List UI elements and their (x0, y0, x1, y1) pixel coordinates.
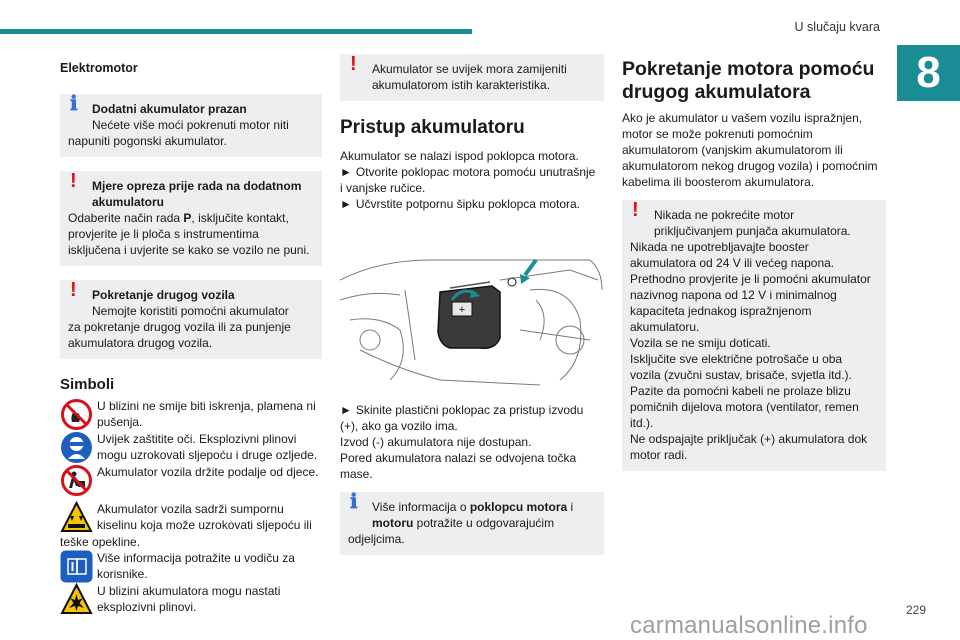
watermark-text: carmanualsonline.info (630, 612, 868, 639)
section-title-battery-access: Pristup akumulatoru (340, 117, 525, 138)
warning-box-jump-start (622, 200, 886, 471)
warning-box-text: pomičnih dijelova motora (ventilator, remen (630, 400, 859, 414)
header-accent-bar (0, 29, 472, 34)
warning-icon: ! (70, 170, 77, 192)
symbol-item-explosion (60, 583, 322, 616)
paragraph: Pored akumulatora nalazi se odvojena točka (340, 451, 577, 465)
paragraph: mase. (340, 467, 373, 481)
warning-box-text: priključivanjem punjača akumulatora. (654, 224, 851, 238)
page-number: 229 (906, 603, 927, 617)
keep-children-away-icon (60, 464, 93, 497)
symbol-text: Akumulator vozila sadrži sumpornu (97, 502, 284, 516)
warning-icon: ! (70, 279, 77, 301)
info-box-text: napuniti pogonski akumulator. (68, 134, 227, 148)
warning-box-text: Prethodno provjerite je li pomoćni akumulator (630, 272, 871, 286)
column-electromotor (60, 58, 322, 616)
warning-box-text: za pokretanje drugog vozila ili za punjenje (68, 320, 291, 334)
battery-plus-label: + (458, 304, 466, 316)
warning-box-text: Vozila se ne smiju doticati. (630, 336, 771, 350)
warning-box-starting-other-vehicle (60, 280, 322, 359)
symbol-list (60, 398, 322, 616)
paragraph: Izvod (-) akumulatora nije dostupan. (340, 435, 532, 449)
column-jump-start (622, 58, 886, 471)
warning-box-text: Odaberite način rada P, isključite kontakt, (68, 211, 289, 225)
section-title-electromotor: Elektromotor (60, 61, 138, 75)
step-prop-rod: ► Učvrstite potpornu šipku poklopca motora. (340, 197, 580, 211)
symbol-text: Akumulator vozila držite podalje od djece. (97, 465, 319, 479)
warning-box-text: akumulatoru. (630, 320, 700, 334)
warning-box-replacement (340, 54, 604, 101)
acid-warning-icon (60, 501, 93, 534)
symbol-text: kiselinu koja može uzrokovati sljepoću ili (97, 518, 312, 532)
warning-box-text: kapaciteta jednakog ispražnjenom (630, 304, 812, 318)
symbol-text: Uvijek zaštitite oči. Eksplozivni plinovi (97, 432, 297, 446)
info-box-title: Dodatni akumulator prazan (92, 102, 247, 116)
warning-box-title: Pokretanje drugog vozila (92, 288, 235, 302)
no-flame-icon (60, 398, 93, 431)
warning-box-text: nazivnog napona od 12 V i minimalnog (630, 288, 837, 302)
eye-protection-icon (60, 431, 93, 464)
symbol-text: korisnike. (97, 567, 148, 581)
engine-bay-illustration (340, 220, 604, 392)
info-box-aux-battery-empty (60, 94, 322, 157)
paragraph: (+), ako ga vozilo ima. (340, 419, 458, 433)
warning-icon: ! (350, 53, 357, 75)
warning-box-text: Nikada ne upotrebljavajte booster (630, 240, 809, 254)
symbol-text: U blizini akumulatora mogu nastati (97, 584, 281, 598)
symbol-text: eksplozivni plinovi. (97, 600, 197, 614)
warning-box-text: Ne odspajajte priključak (+) akumulatora dok (630, 432, 868, 446)
paragraph: Akumulator se nalazi ispod poklopca motora. (340, 149, 579, 163)
warning-box-precautions (60, 171, 322, 266)
jump-start-intro: Ako je akumulator u vašem vozilu ispražnjen, motor se može pokrenuti pomoćnim akumulatorom (vanjskim akumulatorom ili akumulatorom nekog drugog vozila) i pomoćnim kabelima ili boosterom akumulatora. (622, 111, 878, 189)
warning-box-text: motor radi. (630, 448, 688, 462)
warning-icon: ! (632, 199, 639, 221)
symbol-item-keep-children-away (60, 464, 322, 497)
warning-box-text: provjerite je li ploča s instrumentima (68, 227, 259, 241)
warning-box-text: isključena i uvjerite se kako se vozilo ne puni. (68, 243, 310, 257)
symbol-item-eye-protection (60, 431, 322, 464)
warning-box-title: akumulatoru (92, 195, 165, 209)
step-open-bonnet: ► Otvorite poklopac motora pomoću unutrašnje (340, 165, 596, 179)
info-box-text: motoru potražite u odgovarajućim (372, 516, 555, 530)
manual-icon (60, 550, 93, 583)
section-title-jump-start: Pokretanje motora pomoću drugog akumulatora (622, 58, 875, 103)
info-icon: ℹ (350, 491, 358, 513)
explosion-icon (60, 583, 93, 616)
symbol-text: teške opekline. (60, 535, 141, 549)
symbol-text: mogu uzrokovati sljepoću i druge ozljede. (97, 448, 318, 462)
warning-box-text: vozila (zvučni sustav, brisače, svjetla itd.). (630, 368, 852, 382)
warning-box-text: akumulatora od 24 V ili većeg napona. (630, 256, 835, 270)
warning-box-text: itd.). (630, 416, 654, 430)
symbol-item-manual (60, 550, 322, 583)
info-box-text: odjeljcima. (348, 532, 405, 546)
warning-box-text: akumulatorom istih karakteristika. (372, 78, 551, 92)
info-icon: ℹ (70, 93, 78, 115)
symbol-item-no-flame (60, 398, 322, 431)
symbol-text: pušenja. (97, 415, 143, 429)
chapter-number-tab: 8 (897, 45, 960, 101)
chapter-title: U slučaju kvara (794, 20, 880, 34)
info-box-more-info (340, 492, 604, 555)
warning-box-text: Pazite da pomoćni kabeli ne prolaze blizu (630, 384, 851, 398)
warning-box-title: Mjere opreza prije rada na dodatnom (92, 179, 302, 193)
warning-box-text: Akumulator se uvijek mora zamijeniti (372, 62, 567, 76)
paragraph: i vanjske ručice. (340, 181, 426, 195)
warning-box-text: Isključite sve električne potrošače u oba (630, 352, 843, 366)
battery-access-text-2 (340, 402, 604, 482)
symbol-text: Više informacija potražite u vodiču za (97, 551, 295, 565)
symbol-text: U blizini ne smije biti iskrenja, plamena ni (97, 399, 316, 413)
warning-box-text: Nemojte koristiti pomoćni akumulator (92, 304, 289, 318)
warning-box-text: akumulatora drugog vozila. (68, 336, 213, 350)
info-box-text: Više informacija o poklopcu motora i (372, 500, 574, 514)
step-remove-cover: ► Skinite plastični poklopac za pristup izvodu (340, 403, 584, 417)
column-battery-access (340, 53, 604, 555)
info-box-text: Nećete više moći pokrenuti motor niti (92, 118, 289, 132)
battery-access-text (340, 148, 604, 212)
symbol-item-acid-warning (60, 501, 322, 550)
symbols-title: Simboli (60, 376, 115, 393)
warning-box-text: Nikada ne pokrećite motor (654, 208, 795, 222)
